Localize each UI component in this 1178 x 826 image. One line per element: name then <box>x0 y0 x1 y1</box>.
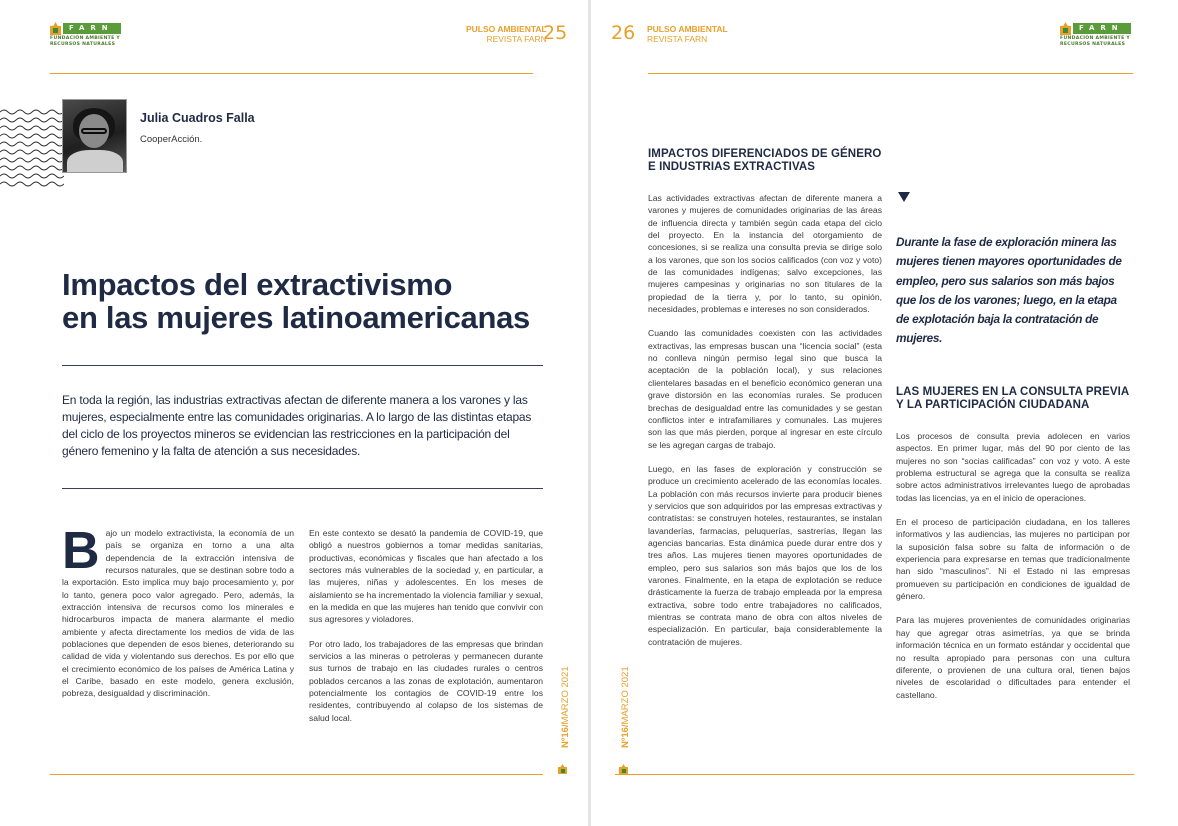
header-rule <box>50 73 533 74</box>
article-title <box>62 268 542 334</box>
issue-date: MARZO 2021 <box>560 666 571 725</box>
left-page <box>0 0 588 826</box>
right-column-2 <box>896 430 1130 713</box>
left-column-2 <box>309 527 543 736</box>
paragraph: Para las mujeres provenientes de comunidades originarias hay que agregar otras asimetrías, ya que se brinda información técnica en un formato estándar y occidental que no resulta apropiado para personas con una cultura diferente, o provienen de una cultura oral, tienen bajos niveles de escolaridad o dificultades para entender el castellano. <box>896 615 1130 700</box>
dropcap: B <box>62 522 100 580</box>
heading-line1: IMPACTOS DIFERENCIADOS DE GÉNERO <box>648 148 882 160</box>
issue-vertical-label <box>560 666 571 748</box>
farn-logo <box>1060 22 1132 50</box>
paragraph: En este contexto se desató la pandemia de COVID-19, que obligó a nuestros gobiernos a tomar medidas sanitarias, productivas, económicas y fiscales que han afectado a los sectores más vulnerables de la sociedad y, en particular, a las mujeres, niñas y adolescentes. En los meses de aislamiento se ha incrementado la violencia familiar y sexual, en la medida en que las mujeres han tenido que convivir con sus agresores y violadores. <box>309 528 543 625</box>
logo-subtitle: FUNDACIÓN AMBIENTE Y RECURSOS NATURALES <box>50 36 121 47</box>
paragraph: Luego, en las fases de exploración y construcción se produce un crecimiento acelerado de las economías locales. La población con más recursos invierte para producir bienes y servicios que son adquiridos por las empresas extractivas y contratistas: se construyen hoteles, restaurantes, se instalan lavanderías, farmacias, peluquerías, sastrerías, llegan las agencias bancarias. Esta dinámica puede durar entre dos y tres años. Las mujeres tienen mayores oportunidades de empleo, pero sus salarios son más bajos que los de los varones. Finalmente, en la etapa de explotación se reduce drásticamente la fuerza de trabajo empleada por la empresa extractiva, sobre todo entre trabajadores no calificados, mientras se contrata mano de obra con altos niveles de especialización. En particular, baja considerablemente la contratación de mujeres. <box>648 463 882 647</box>
header-rule <box>648 73 1133 74</box>
lead-paragraph: En toda la región, las industrias extractivas afectan de diferente manera a los varones y las mujeres, especialmente entre las comunidades originarias. A lo largo de las distintas etapas del ciclo de los proyectos mineros se evidencian las restricciones en la participación del género femenino y la falta de atención a sus necesidades. <box>62 393 532 458</box>
paragraph: Cuando las comunidades coexisten con las actividades extractivas, las empresas buscan una “licencia social” (esta no conlleva ningún permiso legal sino que busca la aceptación de la población local), y sus relaciones clientelares basadas en el beneficio económico generan una grave distorsión en las economías rurales. Se producen brechas de desigualdad entre las comunidades y se gestan conflictos inter e intrafamiliares y comunales. Las mujeres son las que más pierden, porque al ingresar en este círculo se les agregan cargas de trabajo. <box>648 328 882 450</box>
section-heading-1 <box>648 148 888 173</box>
author-org: CooperAcción. <box>140 134 203 145</box>
logo-subtitle: FUNDACIÓN AMBIENTE Y RECURSOS NATURALES <box>1060 36 1131 47</box>
farn-mini-icon <box>558 764 567 774</box>
header-brand <box>466 24 547 44</box>
paragraph: Los procesos de consulta previa adolecen en varios aspectos. En primer lugar, más del 90 por ciento de las mujeres no son “socias calificadas” con voz y voto. A este problema estructural se agrega que la consulta se realiza sobre actos administrativos irrelevantes luego de aprobadas todas las licencias, ya en el inicio de operaciones. <box>896 431 1130 503</box>
page-number: 26 <box>611 22 636 44</box>
brand-line2: REVISTA FARN <box>486 34 547 44</box>
page-number: 25 <box>543 22 568 44</box>
heading-line1: LAS MUJERES EN LA CONSULTA PREVIA <box>896 386 1130 398</box>
title-rule <box>62 365 543 366</box>
lead-rule <box>62 488 543 489</box>
footer-rule <box>615 774 1134 775</box>
wave-pattern-icon <box>0 108 64 190</box>
paragraph: Por otro lado, los trabajadores de las empresas que brindan servicios a las mineras o petroleras y permanecen durante sus turnos de trabajo en las ciudades rurales o centros poblados cercanos a las zonas de explotación, aumentaron potencialmente los contagios de COVID-19 entre los residentes, contribuyendo al colapso de los sistemas de salud local. <box>309 638 543 723</box>
footer-rule <box>50 774 543 775</box>
heading-line2: Y LA PARTICIPACIÓN CIUDADANA <box>896 398 1090 411</box>
author-name: Julia Cuadros Falla <box>140 111 255 125</box>
left-column-1 <box>62 522 294 700</box>
pull-quote: Durante la fase de exploración minera las mujeres tienen mayores oportunidades de empleo, pero sus salarios son más bajos que los de los varones; luego, en la etapa de explotación baja la contratación de mujeres. <box>896 235 1122 346</box>
author-photo <box>62 99 127 173</box>
farn-mini-icon <box>619 764 628 774</box>
header-brand <box>647 24 728 44</box>
brand-line1: PULSO AMBIENTAL <box>647 24 728 34</box>
paragraph: En el proceso de participación ciudadana, en los talleres informativos y las audiencias, las mujeres no participan por la suposición falsa sobre su falta de información o de experiencia para expresarse en temas que tradicionalmente han sido “masculinos”. Ni el Estado ni las empresas promueven su participación en condiciones de igualdad de género. <box>896 517 1130 602</box>
brand-line1: PULSO AMBIENTAL <box>466 24 547 34</box>
paragraph: ajo un modelo extractivista, la economía de un país se organiza en torno a una alta dependencia de la extracción intensiva de recursos naturales, que se destinan sobre todo a la exportación. Esto implica muy bajo procesamiento y, por lo tanto, genera poco valor agregado. Pero, además, la extracción intensiva de recursos como los minerales e hidrocarburos impacta de manera alarmante el medio ambiente y afecta directamente los medios de vida de las poblaciones que dependen de esos bienes, deteriorando su calidad de vida y violentando sus derechos. Es por ello que el crecimiento económico de los países de América Latina y el Caribe, basado en este modelo, genera exclusión, pobreza, desigualdad y discriminación. <box>62 528 294 699</box>
issue-number: Nº16/ <box>560 724 571 748</box>
quote-marker-icon <box>898 192 910 202</box>
paragraph: Las actividades extractivas afectan de diferente manera a varones y mujeres de comunidades originarias de las áreas de influencia directa y también según cada etapa del ciclo del proyecto. En la instancia del otorgamiento de concesiones, si se realiza una consulta previa se dirige solo a los varones, que son los socios calificados (con voz y voto) de las comunidades indígenas; salvo excepciones, las mujeres campesinas y originarias no son titulares de la propiedad de la tierra y, por lo tanto, su opinión, necesidades, problemas e intereses no son considerados. <box>648 193 882 315</box>
logo-text: FARN <box>63 23 121 34</box>
farn-logo <box>50 22 122 50</box>
title-line1: Impactos del extractivismo <box>62 267 453 302</box>
issue-date: MARZO 2021 <box>620 666 631 725</box>
issue-number: Nº16/ <box>620 724 631 748</box>
right-column-1 <box>648 192 882 660</box>
logo-text: FARN <box>1073 23 1131 34</box>
brand-line2: REVISTA FARN <box>647 34 708 44</box>
issue-vertical-label <box>620 666 631 748</box>
heading-line2: E INDUSTRIAS EXTRACTIVAS <box>648 160 816 173</box>
farn-leaf-icon <box>1060 22 1071 35</box>
section-heading-2 <box>896 386 1136 411</box>
title-line2: en las mujeres latinoamericanas <box>62 300 530 335</box>
farn-leaf-icon <box>50 22 61 35</box>
